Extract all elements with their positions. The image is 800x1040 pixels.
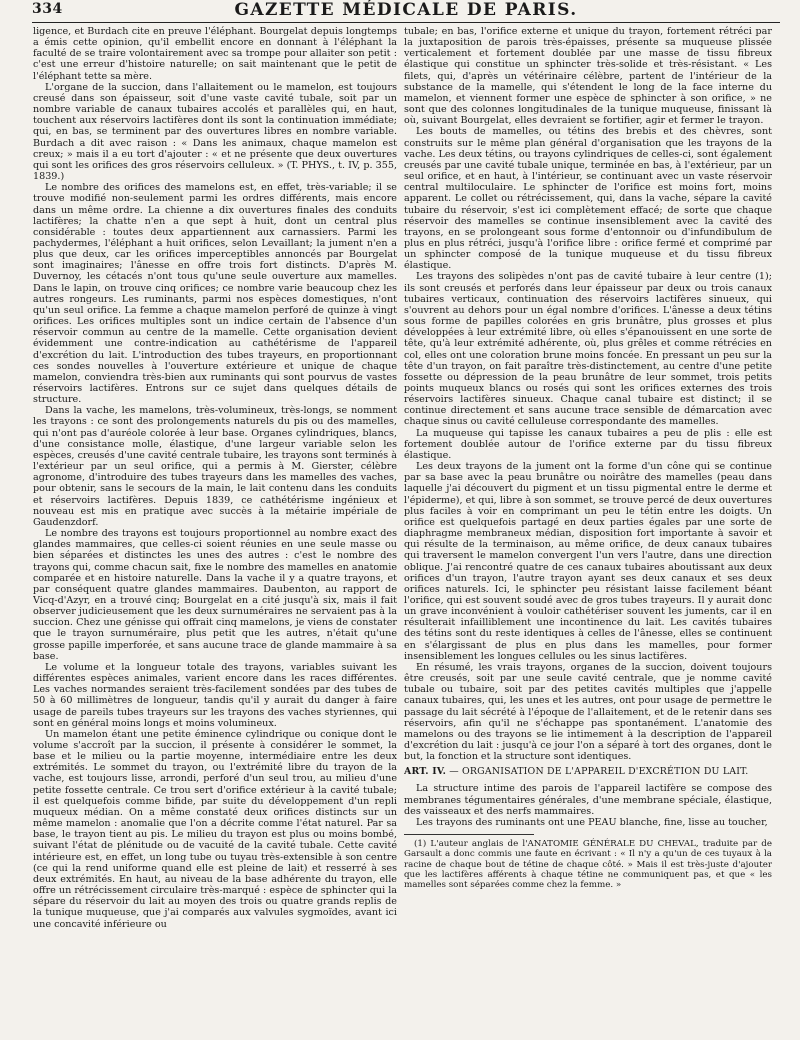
- paragraph: L'organe de la succion, dans l'allaitement ou le mamelon, est toujours creusé dans son épaisseur, soit d'une vaste cavité tubale, soit par un nombre variable de canaux tubaires accolés et parallèles qui, en haut, touchent aux réservoirs lactifères dont ils sont la continuation immédiate; qui, en bas, se terminent par des ouvertures libres en nombre variable. Burdach a dit avec raison : « Dans les animaux, chaque mamelon est creux; » mais il a eu tort d'ajouter : « et ne présente que deux ouvertures qui sont les orifices des gros réservoirs celluleux. » (T. PHYS., t. IV, p. 355, 1839.): [33, 81, 397, 183]
- article-title: — ORGANISATION DE L'APPAREIL D'EXCRÉTION DU LAIT.: [446, 766, 749, 778]
- paragraph: Les deux trayons de la jument ont la forme d'un cône qui se continue par sa base avec la peau brunâtre ou noirâtre des mamelles (peau dans laquelle j'ai découvert du pigment et un tissu pigmental entre le derme et l'épiderme), et qui, libre à son sommet, se trouve percé de deux ouvertures plus faciles à voir en comprimant un peu le tétin entre les doigts. Un orifice est quelquefois partagé en deux parties égales par une sorte de diaphragme membraneux médian, disposition fort importante à savoir et qui résulte de la terminaison, au même orifice, de deux canaux tubaires qui traversent le mamelon convergent l'un vers l'autre, dans une direction oblique. J'ai rencontré quatre de ces canaux tubaires aboutissant aux deux orifices d'un trayon, l'autre trayon ayant ses deux canaux et ses deux orifices naturels. Ici, le sphincter peu résistant laisse facilement béant l'orifice, qui est souvent soudé avec de gros tubes trayeurs. Il y aurait donc un grave inconvénient à vouloir cathétériser souvent les juments, car il en résulterait infailliblement une incontinence du lait. Les cavités tubaires des tétins sont du reste identiques à celles de l'ânesse, elles se continuent en s'élargissant de plus en plus dans les mamelles, pour former insensiblement les longues cellules ou les sinus lactifères.: [404, 461, 772, 662]
- article-number: ART. IV.: [404, 766, 447, 778]
- paragraph: tubale; en bas, l'orifice externe et unique du trayon, fortement rétréci par la juxtaposition de parois très-épaisses, présente sa muqueuse plissée verticalement et fortement doublée par une masse de tissu fibreux élastique qui constitue un sphincter très-solide et très-résistant. « Les filets, qui, d'après un vétérinaire célèbre, partent de l'intérieur de la substance de la mamelle, qui s'étendent le long de la face interne du mamelon, et viennent former une espèce de sphincter à son orifice, » ne sont que des colonnes longitudinales de la tunique muqueuse, finissant là où, suivant Bourgelat, elles devraient se fortifier, agir et fermer le trayon.: [404, 26, 772, 127]
- footnote: [404, 839, 772, 890]
- footnote-text: (1) L'auteur anglais de l'ANATOMIE GÉNÉRALE DU CHEVAL, traduite par de Garsault a donc commis une faute en écrivant : « Il n'y a qu'un de ces tuyaux à la racine de chaque bout de tétine de chaque côté. » Mais il est très-juste d'ajouter que les lactifères afférents à chaque tétine ne communiquent pas, et que « les mamelles sont séparées comme chez la femme. »: [404, 839, 772, 890]
- paragraph: Un mamelon étant une petite éminence cylindrique ou conique dont le volume s'accroît par la succion, il présente à considérer le sommet, la base et le milieu ou la partie moyenne, intermédiaire entre les deux extrémités. Le sommet du trayon, ou l'extrémité libre du trayon de la vache, est toujours lisse, arrondi, perforé d'un seul trou, au milieu d'une petite fossette centrale. Ce trou sert d'orifice extérieur à la cavité tubale; il est quelquefois comme bifide, par suite du développement d'un repli muqueux médian. On a même constaté deux orifices distincts sur un même mamelon : anomalie que l'on a décrite comme l'état naturel. Par sa base, le trayon tient au pis. Le milieu du trayon est plus ou moins bombé, suivant l'état de plénitude ou de vacuité de la cavité tubale. Cette cavité intérieure est, en effet, un long tube ou tuyau très-extensible à son centre (ce qui la rend uniforme quand elle est pleine de lait) et resserré à ses deux extrémités. En haut, au niveau de la base adhérente du trayon, elle offre un rétrécissement circulaire très-marqué : espèce de sphincter qui la sépare du réservoir du lait au moyen des trois ou quatre grands replis de la tunique muqueuse, que j'ai comparés aux valvules sygmoïdes, avant ici une concavité inférieure ou: [33, 728, 397, 930]
- paragraph: La muqueuse qui tapisse les canaux tubaires a peu de plis : elle est fortement doublée autour de l'orifice externe par du tissu fibreux élastique.: [404, 427, 772, 461]
- paragraph: Dans la vache, les mamelons, très-volumineux, très-longs, se nomment les trayons : ce sont des prolongements naturels du pis ou des mamelles, qui n'ont pas d'auréole colorée à leur base. Organes cylindriques, blancs, d'une consistance molle, élastique, d'une largeur variable selon les espèces, creusés d'une cavité centrale tubaire, les trayons sont terminés à l'extérieur par un seul orifice, qui a permis à M. Gierster, célèbre agronome, d'introduire des tubes trayeurs dans les mamelles des vaches, pour obtenir, sans le secours de la main, le lait contenu dans les conduits et réservoirs lactifères. Depuis 1839, ce cathétérisme ingénieux et nouveau est mis en pratique avec succès à la métairie impériale de Gaudenzdorf.: [33, 405, 397, 528]
- left-column: [33, 26, 397, 1032]
- paragraph: Le volume et la longueur totale des trayons, variables suivant les différentes espèces animales, varient encore dans les races différentes. Les vaches normandes seraient très-facilement sondées par des tubes de 50 à 60 millimètres de longueur, tandis qu'il y aurait du danger à faire usage de pareils tubes trayeurs sur les trayons des vaches styriennes, qui sont en général moins longs et moins volumineux.: [33, 661, 397, 729]
- footnote-divider: [404, 834, 534, 835]
- paragraph: La structure intime des parois de l'appareil lactifère se compose des membranes tégumentaires générales, d'une membrane spéciale, élastique, des vaisseaux et des nerfs mammaires.: [404, 783, 772, 817]
- paragraph: Les trayons des solipèdes n'ont pas de cavité tubaire à leur centre (1); ils sont creusés et perforés dans leur épaisseur par deux ou trois canaux tubaires verticaux, continuation des réservoirs lactifères sinueux, qui s'ouvrent au dehors pour un égal nombre d'orifices. L'ânesse a deux tétins sous forme de papilles colorées en gris brunâtre, plus grosses et plus développées à leur extrémité libre, où elles s'épanouissent en une sorte de tête, qu'à leur extrémité adhérente, où, plus grêles et comme rétrécies en col, elles ont une coloration brune moins foncée. En pressant un peu sur la tête d'un trayon, on fait paraître très-distinctement, au centre d'une petite fossette ou dépression de la peau brunâtre de leur sommet, trois petits points muqueux blancs ou rosés qui sont les orifices externes des trois réservoirs lactifères sinueux. Chaque canal tubaire est distinct; il se continue directement et sans aucune trace sensible de démarcation avec chaque sinus ou cavité celluleuse correspondante des mamelles.: [404, 271, 772, 428]
- right-column: [404, 26, 772, 1032]
- paragraph: ligence, et Burdach cite en preuve l'éléphant. Bourgelat depuis longtemps a émis cette opinion, qu'il embellit encore en donnant à l'éléphant la faculté de se traire volontairement avec sa trompe pour allaiter son petit : c'est une erreur d'histoire naturelle; on sait maintenant que le petit de l'éléphant tette sa mère.: [33, 26, 397, 82]
- paragraph: Les trayons des ruminants ont une PEAU blanche, fine, lisse au toucher,: [416, 816, 768, 828]
- paragraph: En résumé, les vrais trayons, organes de la succion, doivent toujours être creusés, soit par une seule cavité centrale, que je nomme cavité tubale ou tubaire, soit par des petites cavités multiples que j'appelle canaux tubaires, qui, les unes et les autres, ont pour usage de permettre le passage du lait sécrété à l'époque de l'allaitement, et de le retenir dans ses réservoirs, afin qu'il ne s'échappe pas spontanément. L'anatomie des mamelons ou des trayons se lie intimement à la description de l'appareil d'excrétion du lait : jusqu'à ce jour l'on a séparé à tort des organes, dont le but, la fonction et la structure sont identiques.: [404, 661, 772, 763]
- masthead-title: GAZETTE MÉDICALE DE PARIS.: [234, 0, 578, 20]
- page-header: [32, 0, 780, 23]
- article-heading: [404, 766, 772, 777]
- paragraph: Les bouts de mamelles, ou tétins des brebis et des chèvres, sont construits sur le même plan général d'organisation que les trayons de la vache. Les deux tétins, ou trayons cylindriques de celles-ci, sont également creusés par une cavité tubale unique, terminée en bas, à l'extérieur, par un seul orifice, et en haut, à l'intérieur, se continuant avec un vaste réservoir central multiloculaire. Le sphincter de l'orifice est moins fort, moins apparent. Le collet ou rétrécissement, qui, dans la vache, sépare la cavité tubaire du réservoir, s'est ici complètement effacé; de sorte que chaque réservoir des mamelles se continue insensiblement avec la cavité des trayons, en se prolongeant sous forme d'entonnoir ou d'infundibulum de plus en plus rétréci, jusqu'à l'orifice libre : orifice fermé et comprimé par un sphincter composé de la tunique muqueuse et du tissu fibreux élastique.: [404, 126, 772, 272]
- paragraph: Le nombre des trayons est toujours proportionnel au nombre exact des glandes mammaires, que celles-ci soient réunies en une seule masse ou bien séparées et distinctes les unes des autres : c'est le nombre des trayons qui, comme chacun sait, fixe le nombre des mamelles en anatomie comparée et en histoire naturelle. Dans la vache il y a quatre trayons, et par conséquent quatre glandes mammaires. Daubenton, au rapport de Vicq-d'Azyr, en a trouvé cinq; Bourgelat en a cité jusqu'à six, mais il fait observer judicieusement que les deux surnuméraires ne servaient pas à la succion. Chez une génisse qui offrait cinq mamelons, je viens de constater que le trayon surnuméraire, plus petit que les autres, n'était qu'une grosse papille imperforée, et sans aucune trace de glande mammaire à sa base.: [33, 528, 397, 662]
- page-number: 334: [32, 1, 63, 17]
- paragraph: Le nombre des orifices des mamelons est, en effet, très-variable; il se trouve modifié non-seulement parmi les ordres différents, mais encore dans un même ordre. La chienne a dix ouvertures finales des conduits lactifères; la chatte n'en a que sept à huit, dont un central plus considérable : toutes deux appartiennent aux carnassiers. Parmi les pachydermes, l'éléphant a huit orifices, selon Levaillant; la jument n'en a plus que deux, car les orifices imperceptibles annoncés par Bourgelat sont imaginaires; l'ânesse en offre trois fort distincts. D'après M. Duvernoy, les cétacés n'ont tous qu'une seule ouverture aux mamelles. Dans le lapin, on trouve cinq orifices; ce nombre varie beaucoup chez les autres rongeurs. Les ruminants, parmi nos espèces domestiques, n'ont qu'un seul orifice. La femme a chaque mamelon perforé de quinze à vingt orifices. Les orifices multiples sont un indice certain de l'absence d'un réservoir commun au centre de la mamelle. Cette organisation devient évidemment une contre-indication au cathétérisme de l'appareil d'excrétion du lait. L'introduction des tubes trayeurs, en proportionnant ces sondes nouvelles à l'ouverture extérieure et unique de chaque mamelon, conviendra très-bien aux ruminants qui sont pourvus de vastes réservoirs lactifères. Entrons sur ce sujet dans quelques détails de structure.: [33, 182, 397, 406]
